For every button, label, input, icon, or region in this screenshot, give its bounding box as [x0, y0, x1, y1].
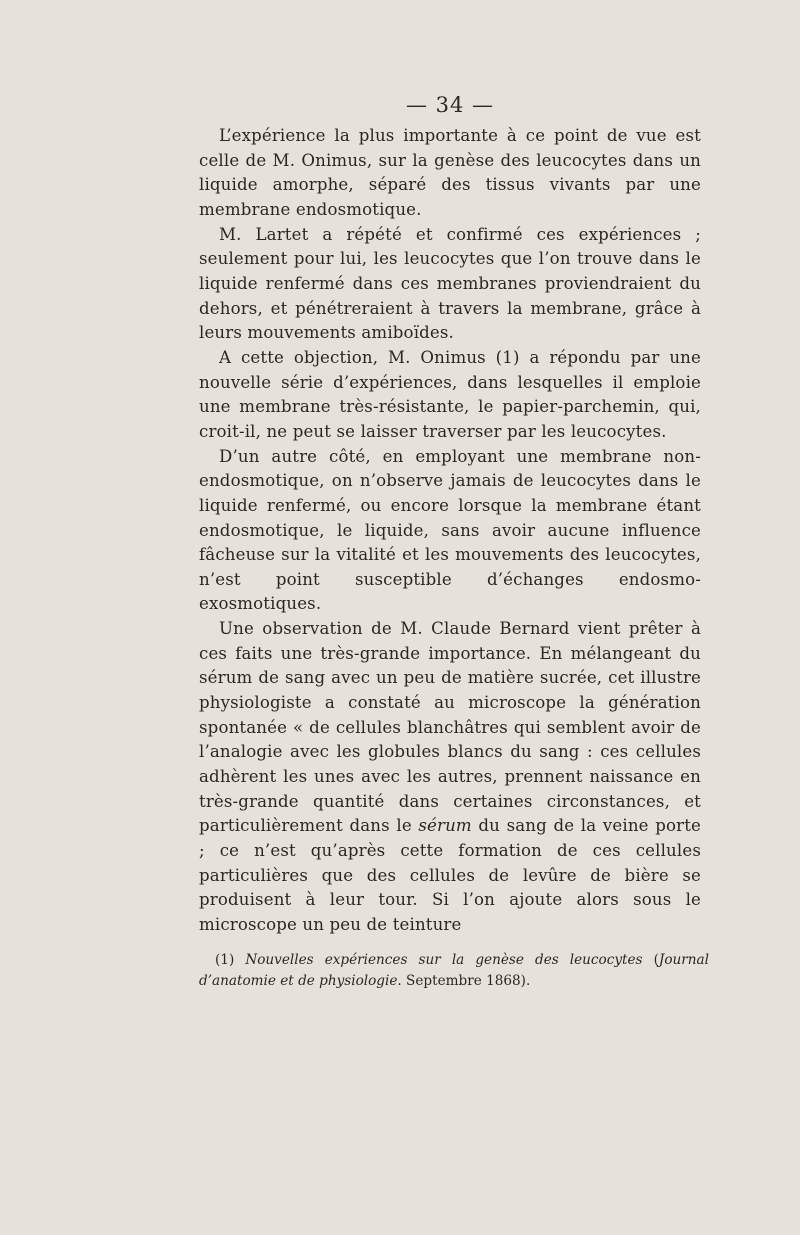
paragraph-5-italic: sérum: [418, 816, 472, 836]
paragraph-3: A cette objection, M. Onimus (1) a répondu par une nouvelle série d’expériences, dans lesquelles il emploie une membrane très-résistante, le papier-parchemin, qui, croit-il, ne peut se laisser traverser par les leucocytes.: [199, 347, 701, 441]
footnote-journal: Journal d’anatomie et de physiologie: [199, 952, 710, 989]
paragraph-1: L’expérience la plus importante à ce point de vue est celle de M. Onimus, sur la genèse des leucocytes dans un liquide amorphe, séparé des tissus vivants par une membrane endosmotique.: [199, 126, 701, 219]
page-number: — 34 —: [405, 93, 495, 117]
paragraph-2: M. Lartet a répété et confirmé ces expériences ; seulement pour lui, les leucocytes que l’on trouve dans le liquide renfermé dans ces membranes proviendraient du dehors, et pénétreraient à travers la membrane, grâce à leurs mouvements amiboïdes.: [199, 224, 701, 343]
footnote: [199, 950, 709, 992]
footnote-text: [199, 950, 709, 992]
footnote-marker: (1): [215, 952, 246, 968]
paragraph-5-part2: du sang de la veine porte ; ce n’est qu’après cette formation de ces cellules particulières que des cellules de levûre de bière se produisent à leur tour. Si l’on ajoute alors sous le microscope un peu de teinture: [199, 816, 701, 934]
footnote-title: Nouvelles expériences sur la genèse des leucocytes: [245, 952, 643, 968]
page-body: [199, 86, 701, 938]
paragraph-5: [199, 617, 701, 938]
footnote-date: . Septembre 1868).: [397, 973, 531, 989]
footnote-paren: (: [642, 952, 659, 968]
paragraph-4: D’un autre côté, en employant une membrane non-endosmotique, on n’observe jamais de leucocytes dans le liquide renfermé, ou encore lorsque la membrane étant endosmotique, le liquide, sans avoir aucune influence fâcheuse sur la vitalité et les mouvements des leucocytes, n’est point susceptible d’échanges endosmo-exosmotiques.: [199, 446, 701, 614]
paragraph-5-part1: Une observation de M. Claude Bernard vient prêter à ces faits une très-grande importance. En mélangeant du sérum de sang avec un peu de matière sucrée, cet illustre physiologiste a constaté au microscope la génération spontanée « de cellules blanchâtres qui semblent avoir de l’analogie avec les globules blancs du sang : ces cellules adhèrent les unes avec les autres, prennent naissance en très-grande quantité dans certaines circonstances, et particulièrement dans le: [199, 619, 701, 836]
